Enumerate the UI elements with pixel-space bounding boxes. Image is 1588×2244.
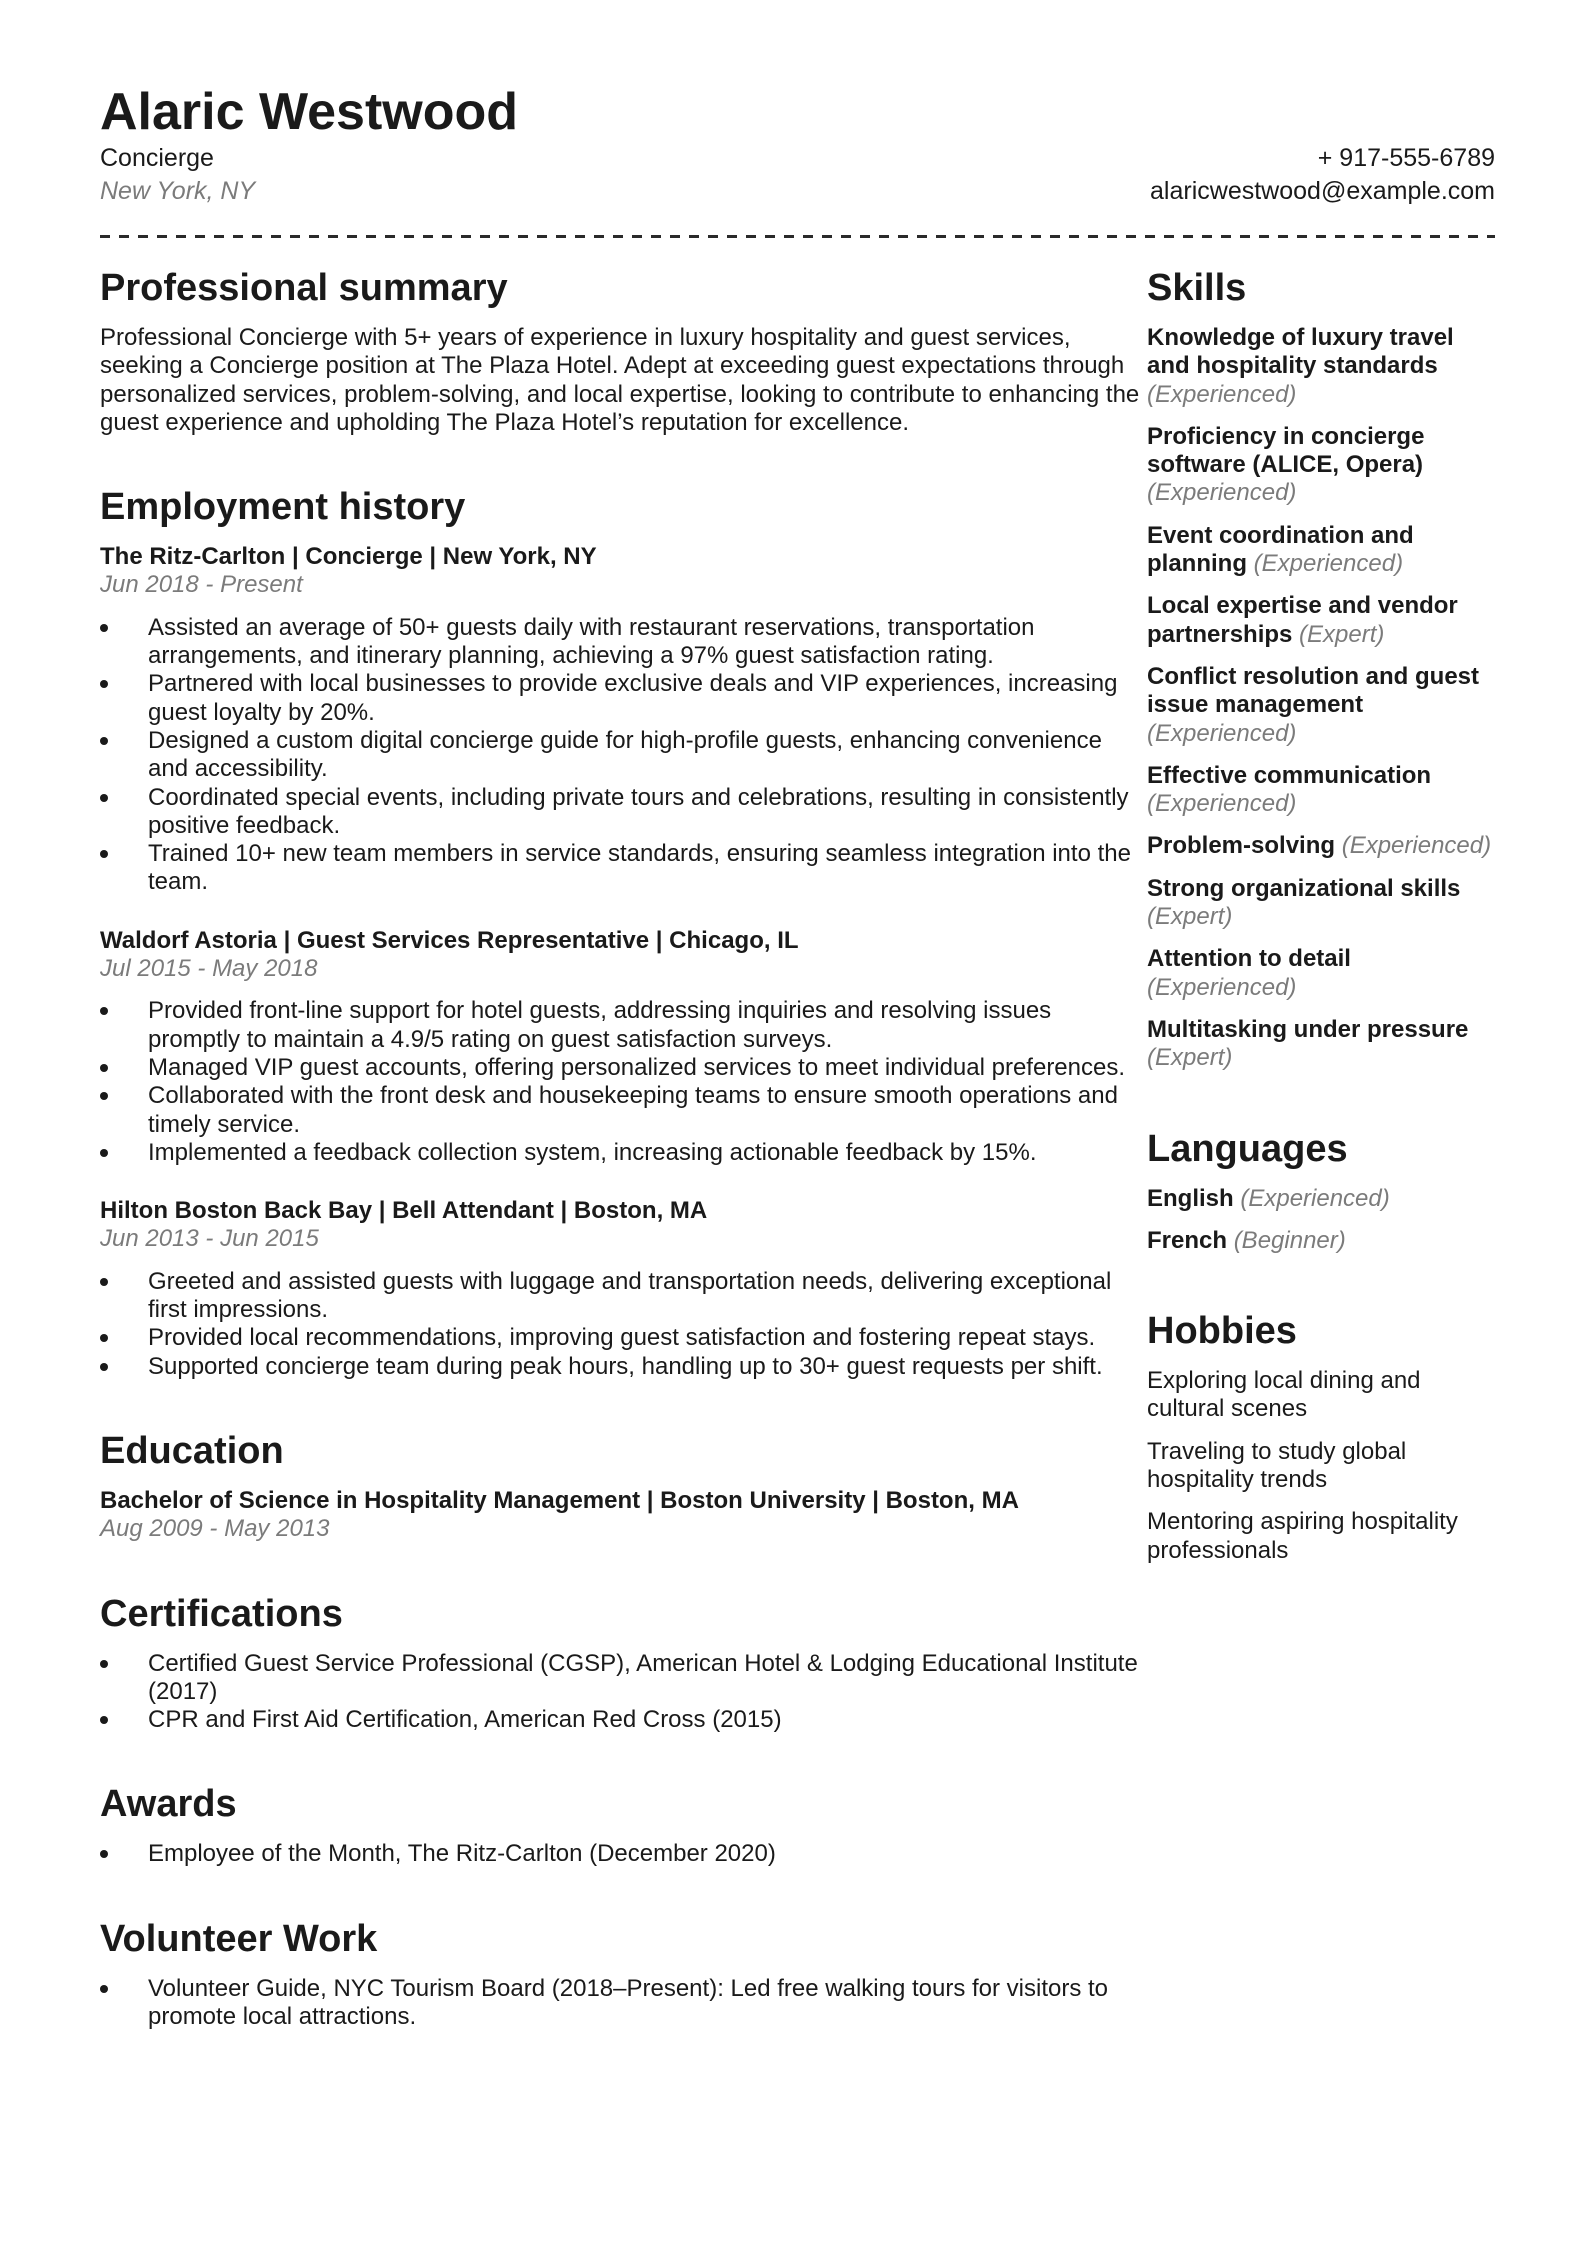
skill-item — [1147, 875, 1495, 932]
language-item — [1147, 1185, 1495, 1213]
education-degree: Bachelor of Science in Hospitality Management | Boston University | Boston, MA — [100, 1486, 1019, 1514]
skill-level: (Experienced) — [1341, 832, 1492, 860]
job-bullet-text: Provided local recommendations, improving guest satisfaction and fostering repeat stays. — [148, 1324, 1096, 1352]
job-bullet-text: Trained 10+ new team members in service standards, ensuring seamless integration into the team. — [148, 840, 1131, 896]
volunteer-list — [100, 1975, 1140, 2032]
certification-item — [100, 1706, 1140, 1734]
languages-section — [1147, 1127, 1495, 1256]
language-item — [1147, 1227, 1495, 1255]
job-entry — [100, 927, 1140, 1167]
skill-level: (Expert) — [1299, 620, 1385, 648]
job-bullet-text: Implemented a feedback collection system, increasing actionable feedback by 15%. — [148, 1138, 1037, 1166]
skill-level: (Experienced) — [1253, 550, 1404, 578]
candidate-email: alaricwestwood@example.com — [1150, 177, 1495, 205]
hobby-item: Traveling to study global hospitality trends — [1147, 1437, 1407, 1494]
hobby-item: Mentoring aspiring hospitality professionals — [1147, 1508, 1458, 1564]
job-bullet — [100, 1324, 1140, 1352]
job-bullet — [100, 727, 1140, 784]
volunteer-heading: Volunteer Work — [100, 1917, 378, 1960]
header-meta-left — [100, 142, 255, 208]
skill-name: Event coordination and planning — [1147, 521, 1414, 578]
candidate-title: Concierge — [100, 144, 214, 172]
summary-text: Professional Concierge with 5+ years of experience in luxury hospitality and guest services, seeking a Concierge position at The Plaza Hotel. Adept at exceeding guest expectations through personalized services, problem-solving, and local expertise, looking to contribute to enhancing the guest experience and upholding The Plaza Hotel’s reputation for excellence. — [100, 324, 1140, 436]
header-meta-row — [100, 142, 1495, 208]
award-list — [100, 1840, 1140, 1868]
skill-level: (Experienced) — [1147, 973, 1297, 1001]
skill-level: (Expert) — [1147, 903, 1233, 931]
hobby-item: Exploring local dining and cultural scenes — [1147, 1367, 1421, 1423]
dashed-divider — [100, 235, 1495, 238]
job-entry — [100, 543, 1140, 897]
languages-heading: Languages — [1147, 1127, 1348, 1170]
skill-item — [1147, 1016, 1495, 1073]
job-bullet — [100, 670, 1140, 727]
employment-heading: Employment history — [100, 486, 466, 529]
skill-name: Proficiency in concierge software (ALICE, Opera) — [1147, 422, 1425, 479]
skill-name: Strong organizational skills — [1147, 874, 1461, 902]
job-bullet-text: Provided front-line support for hotel guests, addressing inquiries and resolving issues promptly to maintain a 4.9/5 rating on guest satisfaction surveys. — [148, 997, 1052, 1053]
skill-level: (Experienced) — [1147, 790, 1297, 818]
volunteer-section — [100, 1917, 1140, 2032]
hobbies-heading: Hobbies — [1147, 1310, 1297, 1353]
job-bullet — [100, 784, 1140, 841]
summary-heading: Professional summary — [100, 267, 508, 309]
main-column — [100, 266, 1140, 2031]
header-meta-right — [1150, 142, 1495, 208]
job-bullet-text: Collaborated with the front desk and housekeeping teams to ensure smooth operations and timely service. — [148, 1082, 1118, 1138]
job-title: The Ritz-Carlton | Concierge | New York, NY — [100, 543, 597, 571]
skills-section — [1147, 266, 1495, 1073]
job-bullet-text: Greeted and assisted guests with luggage and transportation needs, delivering exceptional first impressions. — [148, 1267, 1112, 1324]
skill-item — [1147, 592, 1495, 649]
job-bullet-text: Managed VIP guest accounts, offering personalized services to meet individual preferences. — [148, 1053, 1126, 1081]
skill-level: (Experienced) — [1147, 380, 1297, 408]
language-level: (Experienced) — [1240, 1184, 1390, 1212]
summary-section — [100, 266, 1140, 437]
job-bullet — [100, 614, 1140, 671]
skill-name: Effective communication — [1147, 761, 1432, 789]
skill-name: Problem-solving — [1147, 832, 1336, 860]
certification-item — [100, 1650, 1140, 1707]
job-bullet-text: Partnered with local businesses to provide exclusive deals and VIP experiences, increasing guest loyalty by 20%. — [148, 670, 1118, 726]
education-heading: Education — [100, 1429, 284, 1472]
job-dates: Jun 2013 - Jun 2015 — [100, 1225, 319, 1253]
skill-name: Local expertise and vendor partnerships — [1147, 592, 1458, 648]
education-section — [100, 1429, 1140, 1544]
skills-heading: Skills — [1147, 267, 1247, 309]
job-bullet — [100, 1082, 1140, 1139]
skill-name: Attention to detail — [1147, 945, 1351, 973]
education-dates: Aug 2009 - May 2013 — [100, 1515, 330, 1543]
language-name: French — [1147, 1226, 1228, 1254]
volunteer-item — [100, 1975, 1140, 2032]
skill-item — [1147, 324, 1495, 409]
volunteer-text: Volunteer Guide, NYC Tourism Board (2018–Present): Led free walking tours for visitors to promote local attractions. — [148, 1974, 1109, 2030]
job-title: Waldorf Astoria | Guest Services Representative | Chicago, IL — [100, 926, 799, 954]
award-item — [100, 1840, 1140, 1868]
certification-text: CPR and First Aid Certification, American Red Cross (2015) — [148, 1706, 782, 1734]
skill-name: Conflict resolution and guest issue management — [1147, 662, 1480, 719]
resume-header — [100, 82, 1495, 238]
language-name: English — [1147, 1184, 1234, 1212]
skill-item — [1147, 832, 1495, 860]
job-bullets — [100, 614, 1140, 897]
skill-level: (Experienced) — [1147, 719, 1297, 747]
job-bullet-text: Designed a custom digital concierge guide for high-profile guests, enhancing convenience and accessibility. — [148, 726, 1102, 783]
language-list — [1147, 1185, 1495, 1256]
job-title: Hilton Boston Back Bay | Bell Attendant | Boston, MA — [100, 1197, 708, 1225]
job-bullet — [100, 1139, 1140, 1167]
skill-item — [1147, 945, 1495, 1002]
candidate-phone: + 917-555-6789 — [1317, 144, 1495, 172]
skill-item — [1147, 423, 1495, 508]
job-list — [100, 543, 1140, 1381]
candidate-name: Alaric Westwood — [100, 83, 519, 141]
content-columns — [100, 266, 1495, 2031]
awards-section — [100, 1782, 1140, 1868]
certifications-heading: Certifications — [100, 1592, 343, 1635]
skill-name: Multitasking under pressure — [1147, 1015, 1469, 1043]
job-bullet — [100, 1268, 1140, 1325]
awards-heading: Awards — [100, 1783, 237, 1826]
employment-section — [100, 485, 1140, 1381]
candidate-location: New York, NY — [100, 177, 256, 205]
job-entry — [100, 1197, 1140, 1381]
job-bullet — [100, 840, 1140, 897]
hobby-list — [1147, 1367, 1495, 1565]
job-bullets — [100, 1268, 1140, 1381]
job-dates: Jun 2018 - Present — [100, 571, 303, 599]
job-bullet-text: Coordinated special events, including private tours and celebrations, resulting in consistently positive feedback. — [148, 783, 1129, 839]
hobbies-section — [1147, 1309, 1495, 1565]
language-level: (Beginner) — [1233, 1226, 1346, 1254]
job-bullet — [100, 1054, 1140, 1082]
job-bullet — [100, 997, 1140, 1054]
job-bullet — [100, 1353, 1140, 1381]
certification-list — [100, 1650, 1140, 1735]
skill-list — [1147, 324, 1495, 1073]
skill-level: (Expert) — [1147, 1044, 1233, 1072]
job-bullet-text: Supported concierge team during peak hours, handling up to 30+ guest requests per shift. — [148, 1352, 1103, 1380]
skill-item — [1147, 522, 1495, 579]
skill-level: (Experienced) — [1147, 479, 1297, 507]
job-dates: Jul 2015 - May 2018 — [100, 955, 318, 983]
award-text: Employee of the Month, The Ritz-Carlton (December 2020) — [148, 1840, 776, 1868]
skill-item — [1147, 762, 1495, 819]
certification-text: Certified Guest Service Professional (CGSP), American Hotel & Lodging Educational Institute (2017) — [148, 1649, 1138, 1705]
certifications-section — [100, 1592, 1140, 1735]
job-bullet-text: Assisted an average of 50+ guests daily with restaurant reservations, transportation arrangements, and itinerary planning, achieving a 97% guest satisfaction rating. — [148, 613, 1035, 670]
skill-item — [1147, 663, 1495, 748]
sidebar-column — [1147, 266, 1495, 2031]
skill-name: Knowledge of luxury travel and hospitality standards — [1147, 324, 1454, 380]
job-bullets — [100, 997, 1140, 1167]
